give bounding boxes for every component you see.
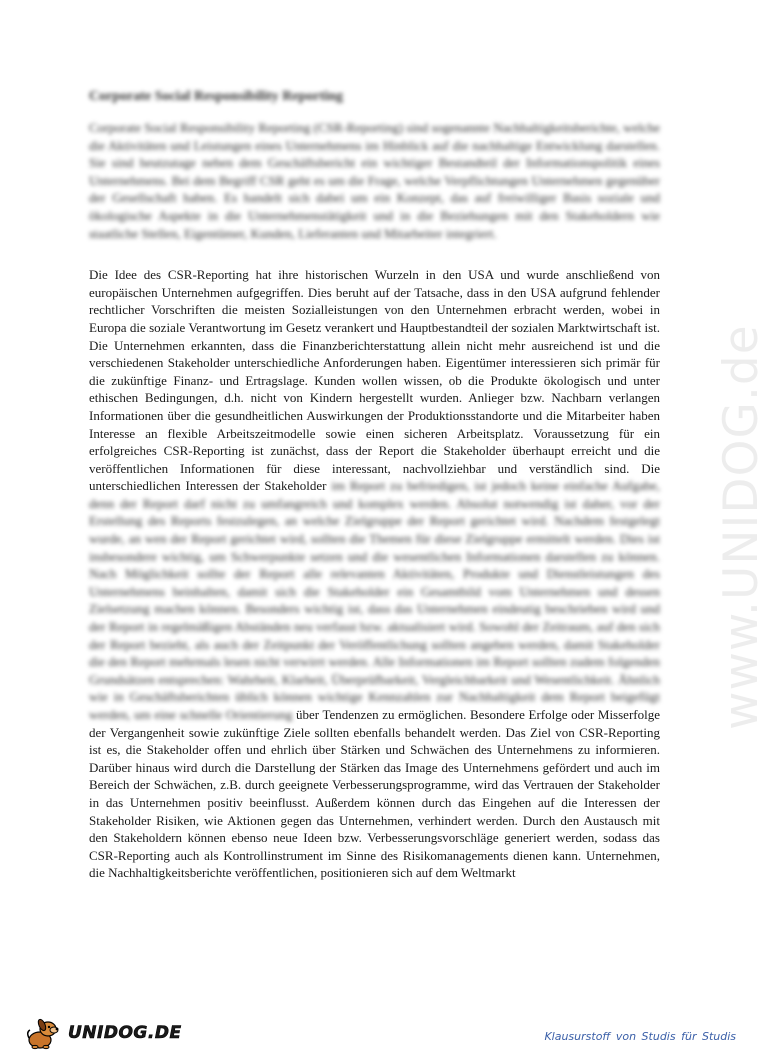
page-footer — [0, 1010, 750, 1060]
main-paragraph-blurred-part: im Report zu befriedigen, ist jedoch keine einfache Aufgabe, denn der Report darf nicht zu umfangreich und komplex werden. Absolut notwendig ist daher, vor der Erstellung des Reports festzulegen, an welche Zielgruppe der Report gerichtet wird. Nachdem festgelegt wurde, an wen der Report gerichtet wird, sollten die Themen für diese Zielgruppe ermittelt werden. Dies ist insbesondere wichtig, um Schwerpunkte setzen und die wesentlichen Informationen darstellen zu können. Nach Möglichkeit sollte der Report alle relevanten Aktivitäten, Produkte und Dienstleistungen des Unternehmens beinhalten, damit sich die Stakeholder ein Gesamtbild vom Unternehmen und dessen Zielsetzung machen können. Besonders wichtig ist, dass das Unternehmen eindeutig beschrieben wird und der Report in regelmäßigen Abständen neu verfasst bzw. aktualisiert wird. Sowohl der Zeitraum, auf den sich der Report bezieht, als auch der Zeitpunkt der Veröffentlichung sollten angeben werden, damit Stakeholder die den Report mehrmals lesen nicht verwirrt werden. Alle Informationen im Report sollten zudem folgenden Grundsätzen entsprechen: Wahrheit, Klarheit, Überprüfbarkeit, Vergleichbarkeit und Wesentlichkeit. Ähnlich wie in Geschäftsberichten üblich können wichtige Kennzahlen zur Nachhaltigkeit dem Report beigefügt werden, um eine schnelle Orientierung — [89, 478, 661, 722]
intro-paragraph: Corporate Social Responsibility Reporting (CSR-Reporting) sind sogenannte Nachhaltigkeitsberichte, welche die Aktivitäten und Leistungen eines Unternehmens im Hinblick auf die nachhaltige Entwicklung darstellen. Sie sind heutzutage neben dem Geschäftsbericht ein wichtiger Bestandteil der Informationspolitik eines Unternehmens. Bei dem Begriff CSR geht es um die Frage, welche Verpflichtungen Unternehmen gegenüber der Gesellschaft haben. Es handelt sich dabei um ein Konzept, das auf freiwilliger Basis soziale und ökologische Aspekte in die Unternehmenstätigkeit und in die Beziehungen mit den Stakeholdern wie staatliche Stellen, Eigentümer, Kunden, Lieferanten und Mitarbeiter integriert. — [89, 120, 660, 241]
main-paragraph-visible-part-2: über Tendenzen zu ermöglichen. Besondere Erfolge oder Misserfolge der Vergangenheit sowie zukünftige Ziele sollten ebenfalls behandelt werden. Das Ziel von CSR-Reporting ist es, die Stakeholder offen und ehrlich über Stärken und Schwächen des Unternehmens zu informieren. Darüber hinaus wird durch die Darstellung der Stärken das Image des Unternehmens gefördert und auch im Bereich der Schwächen, z.B. durch geeignete Verbesserungsprogramme, wird das Vertrauen der Stakeholder in das Unternehmen positiv beeinflusst. Außerdem können durch das Eingehen auf die Interessen der Stakeholder Risiken, wie Aktionen gegen das Unternehmen, verhindert werden. Durch den Austausch mit den Stakeholdern können ebenso neue Ideen bzw. Verbesserungsvorschläge generiert werden, sodass das CSR-Reporting auch als Kontrollinstrument im Sinne des Risikomanagements dienen kann. Unternehmen, die Nachhaltigkeitsberichte veröffentlichen, positionieren sich auf dem Weltmarkt — [89, 707, 660, 881]
document-heading: Corporate Social Responsibility Reporting — [89, 89, 343, 104]
main-paragraph — [89, 266, 660, 882]
document-body — [89, 88, 660, 882]
logo-wordmark: UNIDOG.DE — [68, 1023, 182, 1043]
watermark-text: www.UNIDOG.de — [714, 324, 769, 730]
footer-tagline: Klausurstoff von Studis für Studis — [544, 1030, 736, 1043]
dog-mascot-icon — [26, 1016, 66, 1050]
unidog-logo[interactable] — [26, 1016, 182, 1050]
main-paragraph-visible-part-1: Die Idee des CSR-Reporting hat ihre historischen Wurzeln in den USA und wurde anschließend von europäischen Unternehmen aufgegriffen. Dies beruht auf der Tatsache, dass in den USA aufgrund fehlender rechtlicher Vorschriften die meisten Sozialleistungen von den Unternehmen erbracht werden, wobei in Europa die soziale Verantwortung im Gesetz verankert und Hauptbestandteil der sozialen Marktwirtschaft ist. Die Unternehmen erkannten, dass die Finanzberichterstattung allein nicht mehr ausreichend ist und die verschiedenen Stakeholder unterschiedliche Anforderungen haben. Eigentümer interessieren sich primär für die zukünftige Finanz- und Ertragslage. Kunden wollen wissen, ob die Produkte ökologisch und unter ethischen Bedingungen, d.h. nicht von Kindern hergestellt wurden. Anlieger bzw. Nachbarn verlangen Informationen über die gesundheitlichen Auswirkungen der Produktionsstandorte und die Mitarbeiter haben Interesse an flexible Arbeitszeitmodelle sowie einen sicheren Arbeitsplatz. Voraussetzung für ein erfolgreiches CSR-Reporting ist zunächst, dass der Report die Stakeholder überhaupt erreicht und die veröffentlichen Informationen für diese interessant, nachvollziehbar und verständlich sind. Die unterschiedlichen Interessen der Stakeholder — [89, 267, 660, 494]
